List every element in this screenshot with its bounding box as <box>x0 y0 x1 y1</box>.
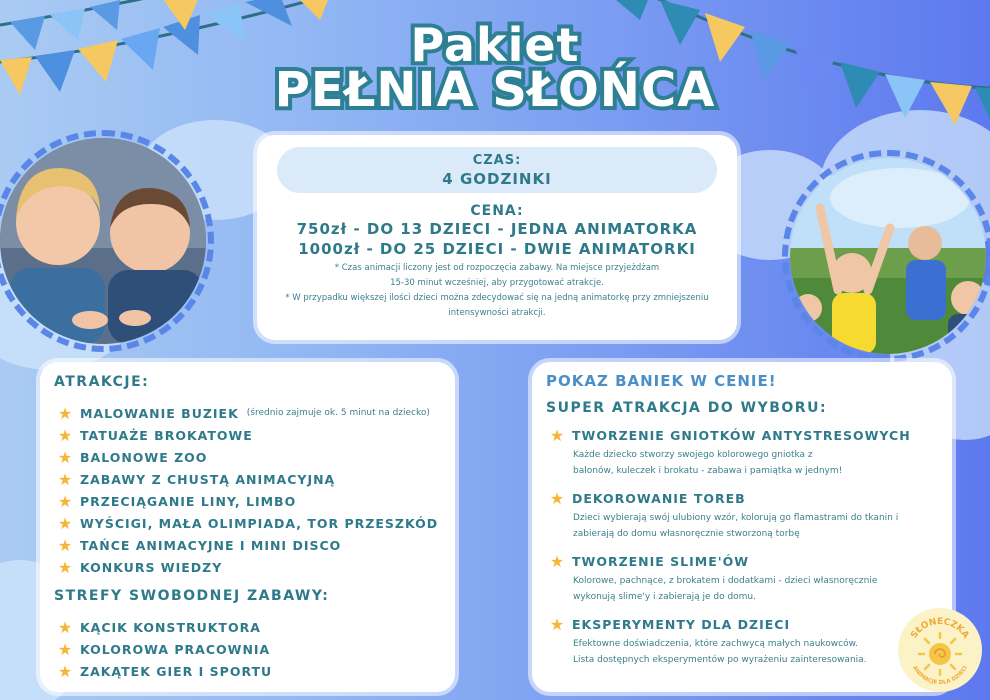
feature-desc <box>573 447 938 479</box>
super-attraction-heading: SUPER ATRAKCJA DO WYBORU: <box>546 400 828 416</box>
attractions-list <box>54 402 441 578</box>
feature-item <box>546 489 938 542</box>
feature-desc-line: zabierają do domu własnoręcznie stworzoną torbę <box>573 529 800 539</box>
star-icon: ★ <box>57 403 73 423</box>
star-icon: ★ <box>57 639 73 659</box>
time-box <box>277 147 717 193</box>
title-line-1: Pakiet <box>410 18 580 72</box>
list-item-label: TATUAŻE BROKATOWE <box>80 427 253 443</box>
feature-desc <box>573 636 938 668</box>
star-icon: ★ <box>57 617 73 637</box>
super-attraction-card <box>532 362 952 692</box>
feature-desc-line: Dzieci wybierają swój ulubiony wzór, kolorują go flamastrami do tkanin i <box>573 513 899 523</box>
price-label: CENA: <box>470 203 524 219</box>
feature-desc-line: Kolorowe, pachnące, z brokatem i dodatkami - dzieci własnoręcznie <box>573 576 878 586</box>
logo-top-text: SŁONECZKA <box>909 616 971 641</box>
star-icon: ★ <box>57 447 73 467</box>
title-line-2: PEŁNIA SŁOŃCA <box>274 62 716 118</box>
feature-desc-line: Każde dziecko stworzy swojego kolorowego gniotka z <box>573 450 813 460</box>
bubbles-heading: POKAZ BANIEK W CENIE! <box>546 372 777 390</box>
price-line-1: 750zł - DO 13 DZIECI - JEDNA ANIMATORKA <box>296 220 698 238</box>
zones-heading: STREFY SWOBODNEJ ZABAWY: <box>54 588 330 604</box>
feature-item <box>546 426 938 479</box>
zones-list <box>54 616 441 682</box>
list-item <box>54 402 441 424</box>
star-icon: ★ <box>549 552 565 571</box>
attractions-card <box>40 362 455 692</box>
feature-desc-line: Lista dostępnych eksperymentów po wyrażeniu zainteresowania. <box>573 655 867 665</box>
star-icon: ★ <box>549 615 565 634</box>
list-item-label: ZABAWY Z CHUSTĄ ANIMACYJNĄ <box>80 471 336 487</box>
star-icon: ★ <box>57 557 73 577</box>
children-bubbles-photo <box>790 158 986 354</box>
star-icon: ★ <box>57 661 73 681</box>
time-label: CZAS: <box>472 152 522 168</box>
list-item <box>54 468 441 490</box>
feature-title: TWORZENIE GNIOTKÓW ANTYSTRESOWYCH <box>572 428 911 443</box>
feature-item <box>546 552 938 605</box>
star-icon: ★ <box>57 513 73 533</box>
list-item <box>54 534 441 556</box>
list-item <box>54 424 441 446</box>
feature-desc-line: Efektowne doświadczenia, które zachwycą małych naukowców. <box>573 639 859 649</box>
feature-desc-line: balonów, kuleczek i brokatu - zabawa i pamiątka w jednym! <box>573 466 843 476</box>
feature-desc <box>573 573 938 605</box>
time-price-card <box>257 135 737 340</box>
logo-bottom-text: ANIMACJE DLA DZIECI <box>911 665 969 687</box>
feature-desc-line: wykonują slime'y i zabierają je do domu. <box>573 592 756 602</box>
children-painting-photo <box>0 138 206 344</box>
list-item-label: BALONOWE ZOO <box>80 449 208 465</box>
star-icon: ★ <box>57 469 73 489</box>
feature-title: EKSPERYMENTY DLA DZIECI <box>572 617 791 632</box>
list-item <box>54 512 441 534</box>
list-item <box>54 446 441 468</box>
note-line: intensywności atrakcji. <box>448 308 546 318</box>
price-line-2: 1000zł - DO 25 DZIECI - DWIE ANIMATORKI <box>298 240 696 258</box>
note-line: * Czas animacji liczony jest od rozpoczęcia zabawy. Na miejsce przyjeżdżam <box>334 263 660 273</box>
list-item-label: MALOWANIE BUZIEK <box>80 405 239 421</box>
feature-desc <box>573 510 938 542</box>
list-item <box>54 660 441 682</box>
list-item-label: KONKURS WIEDZY <box>80 559 223 575</box>
feature-title: DEKOROWANIE TOREB <box>572 491 746 506</box>
star-icon: ★ <box>57 491 73 511</box>
feature-item <box>546 615 938 668</box>
note-line: * W przypadku większej ilości dzieci można zdecydować się na jedną animatorkę przy zmniejszeniu <box>285 293 709 303</box>
brand-logo <box>898 608 982 692</box>
list-item <box>54 616 441 638</box>
time-value: 4 GODZINKI <box>442 169 552 188</box>
star-icon: ★ <box>57 535 73 555</box>
list-item-label: KĄCIK KONSTRUKTORA <box>80 619 261 635</box>
list-item-label: TAŃCE ANIMACYJNE I MINI DISCO <box>80 537 342 553</box>
list-item-label: KOLOROWA PRACOWNIA <box>80 641 271 657</box>
price-note <box>257 261 737 321</box>
star-icon: ★ <box>57 425 73 445</box>
star-icon: ★ <box>549 489 565 508</box>
star-icon: ★ <box>549 426 565 445</box>
list-item <box>54 638 441 660</box>
list-item <box>54 556 441 578</box>
list-item <box>54 490 441 512</box>
list-item-label: WYŚCIGI, MAŁA OLIMPIADA, TOR PRZESZKÓD <box>80 515 439 531</box>
feature-title: TWORZENIE SLIME'ÓW <box>572 554 750 569</box>
list-item-label: PRZECIĄGANIE LINY, LIMBO <box>80 493 297 509</box>
sun-icon <box>898 608 982 692</box>
note-line: 15-30 minut wcześniej, aby przygotować atrakcje. <box>390 278 604 288</box>
attractions-heading: ATRAKCJE: <box>54 374 150 390</box>
list-item-note: (średnio zajmuje ok. 5 minut na dziecko) <box>246 408 430 418</box>
list-item-label: ZAKĄTEK GIER I SPORTU <box>80 663 273 679</box>
